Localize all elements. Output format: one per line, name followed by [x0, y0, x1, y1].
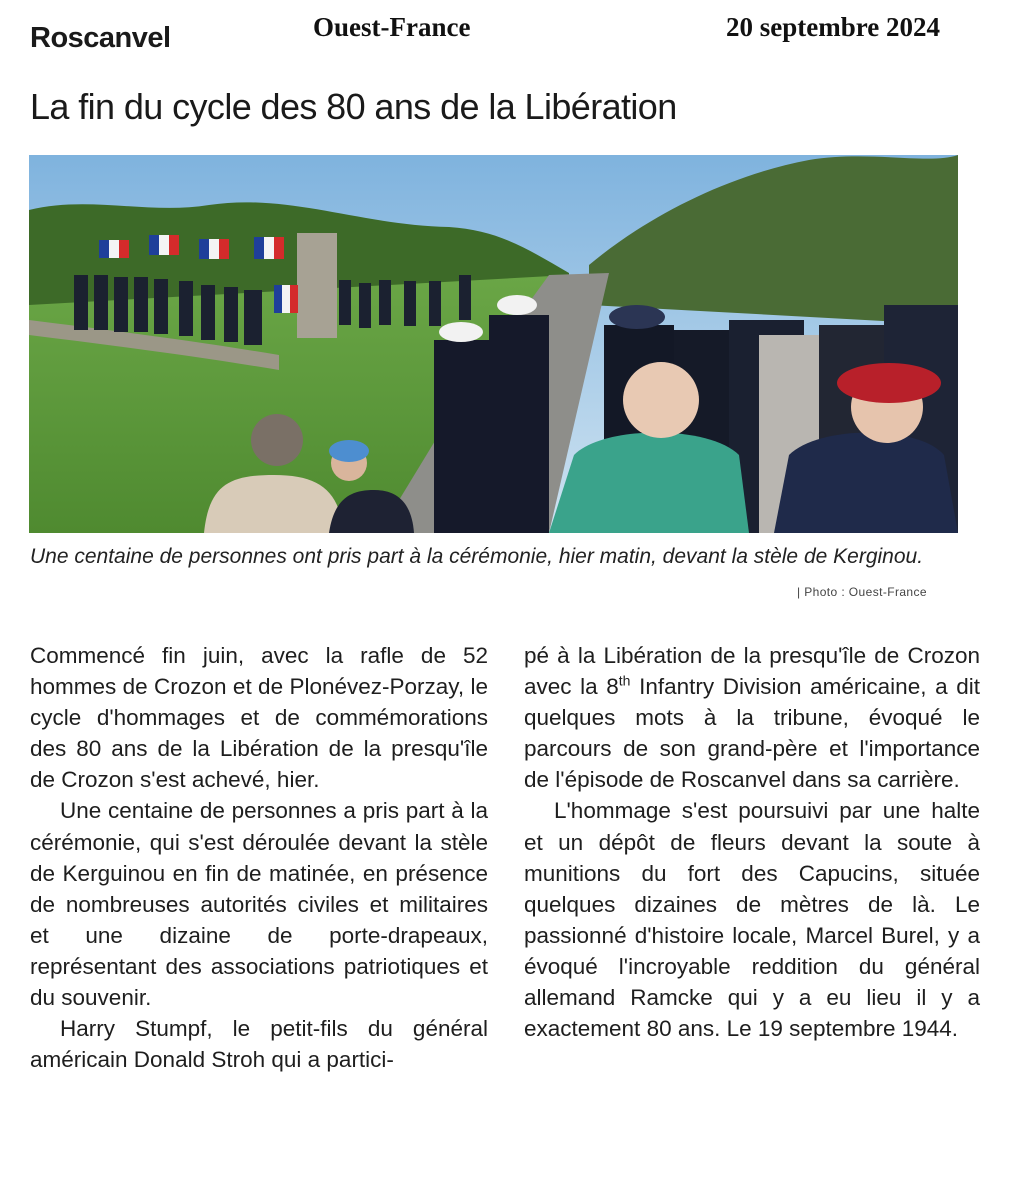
paragraph [524, 640, 980, 795]
paragraph: Une centaine de personnes a pris part à la cérémonie, qui s'est déroulée devant la stèle de Kerguinou en fin de matinée, en présence de nombreuses autorités civiles et militaires et une dizaine de porte-drapeaux, représentant des associations patriotiques et du souvenir. [30, 798, 488, 1011]
paragraph-text: Infantry Division américaine, a dit quelques mots à la tribune, évoqué le parcours de son grand-père et l'importance de l'épisode de Roscanvel dans sa carrière. [524, 674, 980, 793]
article-column-left [30, 640, 488, 1075]
ordinal-suffix: th [618, 672, 631, 689]
paragraph-text: pé à la Libération de la presqu'île de Crozon avec la 8 [524, 643, 980, 700]
photo-credit: | Photo : Ouest-France [797, 585, 927, 599]
headline: La fin du cycle des 80 ans de la Libération [30, 86, 677, 127]
paragraph: Harry Stumpf, le petit-fils du général américain Donald Stroh qui a partici- [30, 1016, 488, 1073]
ceremony-photo [29, 155, 958, 533]
paragraph: L'hommage s'est poursuivi par une halte et un dépôt de fleurs devant la soute à munitions du fort des Capucins, située quelques dizaines de mètres de là. Le passionné d'histoire locale, Marcel Burel, y a évoqué l'incroyable reddition du général allemand Ramcke qui y a eu lieu il y a exactement 80 ans. Le 19 septembre 1944. [524, 798, 980, 1042]
section-title: Roscanvel [30, 22, 171, 54]
publication-date: 20 septembre 2024 [726, 12, 940, 42]
newspaper-name: Ouest-France [313, 12, 471, 42]
paragraph: Commencé fin juin, avec la rafle de 52 hommes de Crozon et de Plonévez-Porzay, le cycle d'hommages et de commémorations des 80 ans de la Libération de la presqu'île de Crozon s'est achevé, hier. [30, 643, 488, 793]
photo-caption: Une centaine de personnes ont pris part à la cérémonie, hier matin, devant la stèle de Kerginou. [30, 545, 924, 568]
article-column-right [524, 640, 980, 1044]
